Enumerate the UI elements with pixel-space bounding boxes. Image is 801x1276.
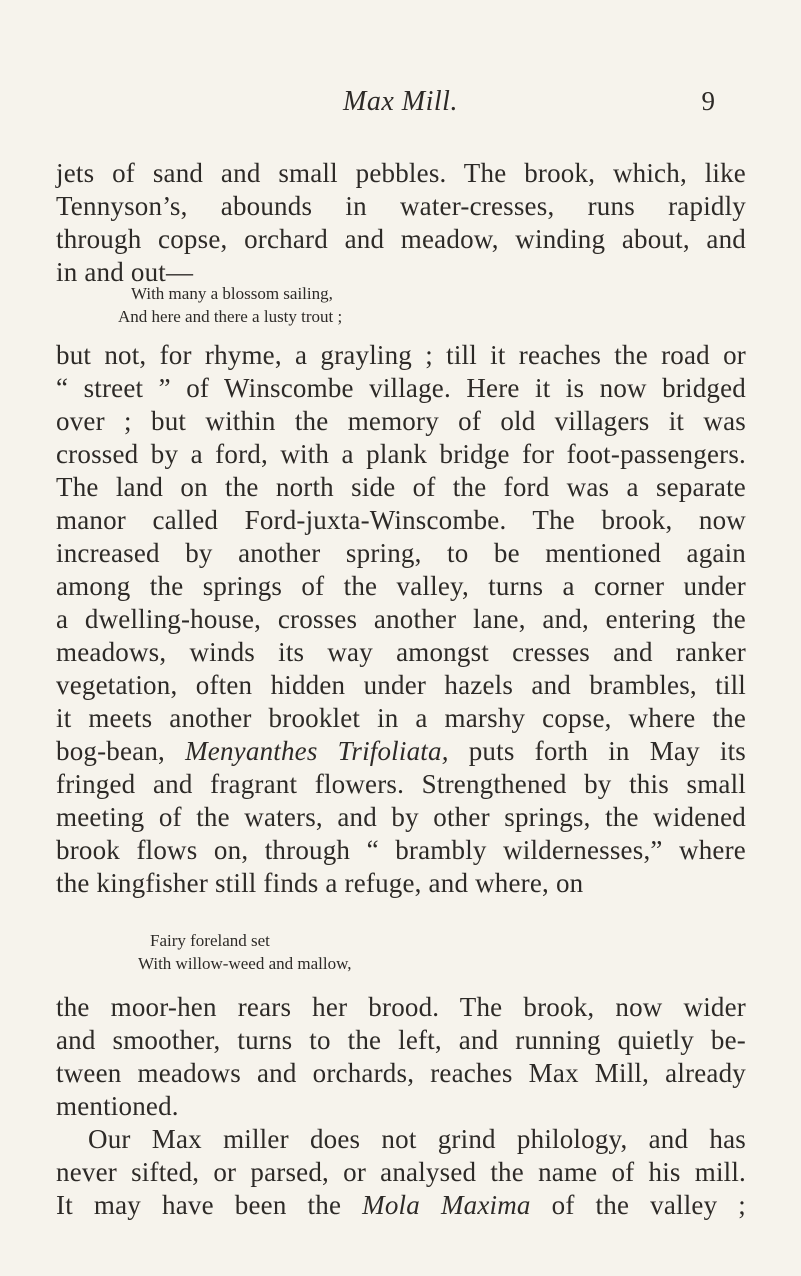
text-line: the moor-hen rears her brood. The brook, now wider [56,992,746,1022]
text-line: The land on the north side of the ford was a separate [56,472,746,502]
text-line-with-italic [56,734,746,768]
text-span: of the valley ; [551,1190,747,1220]
running-title: Max Mill. [343,86,458,117]
text-line: meadows, winds its way amongst cresses and ranker [56,637,746,667]
text-line: manor called Ford-juxta-Winscombe. The brook, now [56,505,746,535]
text-span: puts forth in May its [468,736,746,766]
text-line: in and out— [56,257,194,287]
text-line: over ; but within the memory of old villagers it was [56,406,746,436]
text-line-with-italic [56,1188,746,1222]
text-line: tween meadows and orchards, reaches Max Mill, already [56,1058,746,1088]
text-span: bog-bean, [56,736,166,766]
text-line: among the springs of the valley, turns a corner under [56,571,746,601]
text-span: It may have been the [56,1190,342,1220]
page-number: 9 [701,86,715,116]
text-line: fringed and fragrant flowers. Strengthened by this small [56,769,746,799]
text-line: increased by another spring, to be mentioned again [56,538,746,568]
text-line: vegetation, often hidden under hazels and brambles, till [56,670,746,700]
text-line: Our Max miller does not grind philology, and has [88,1124,746,1154]
text-line: the kingfisher still finds a refuge, and where, on [56,868,584,898]
text-line: never sifted, or parsed, or analysed the name of his mill. [56,1157,746,1187]
text-line: meeting of the waters, and by other springs, the widened [56,802,746,832]
text-line: crossed by a ford, with a plank bridge for foot-passengers. [56,439,746,469]
text-line: brook flows on, through “ brambly wildernesses,” where [56,835,746,865]
text-line: “ street ” of Winscombe village. Here it is now bridged [56,373,746,403]
text-line: a dwelling-house, crosses another lane, and, entering the [56,604,746,634]
text-line: jets of sand and small pebbles. The brook, which, like [56,158,746,188]
italic-species-name: Menyanthes Trifoliata, [185,736,449,766]
text-line: it meets another brooklet in a marshy copse, where the [56,703,746,733]
text-line: through copse, orchard and meadow, winding about, and [56,224,746,254]
text-line: but not, for rhyme, a grayling ; till it reaches the road or [56,340,746,370]
verse-line: With many a blossom sailing, [131,284,333,303]
text-line: and smoother, turns to the left, and running quietly be- [56,1025,746,1055]
italic-latin-name: Mola Maxima [362,1190,531,1220]
verse-line: Fairy foreland set [150,931,270,950]
running-head [0,86,801,126]
text-line: mentioned. [56,1091,179,1121]
text-line: Tennyson’s, abounds in water-cresses, runs rapidly [56,191,746,221]
verse-line: With willow-weed and mallow, [138,954,352,973]
verse-line: And here and there a lusty trout ; [118,307,343,326]
